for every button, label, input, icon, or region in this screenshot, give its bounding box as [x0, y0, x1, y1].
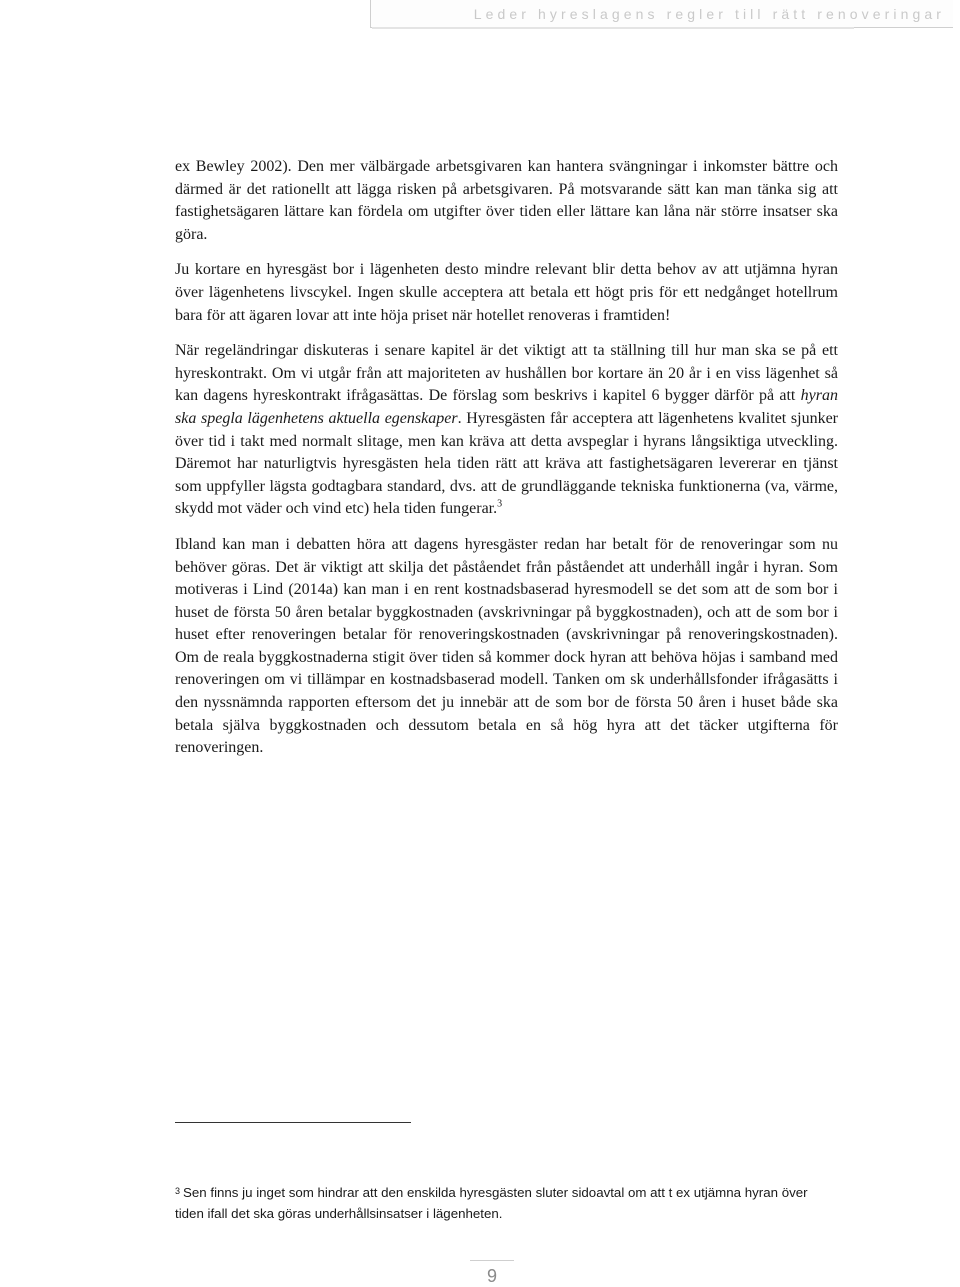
page-number: 9 — [486, 1266, 497, 1286]
paragraph-4: Ibland kan man i debatten höra att dagens hyresgäster redan har betalt för de renoveringar som nu behöver göras. Det är viktigt att skilja det påståendet från påståendet att underhåll ingår i hyran. Som motiveras i Lind (2014a) kan man i en rent kostnadsbaserad hyresmodell se det som att de som bor i huset de första 50 åren betalar byggkostnaden (avskrivningar på byggkostnaden), och att de som bor i huset efter renoveringen betalar för renoveringskostnaden (avskrivningar på renoveringskostnaden). Om de reala byggkostnaderna stigit över tiden så kommer dock hyran att behöva höjas i samband med renoveringen om vi tillämpar en kostnadsbaserad modell. Tanken om sk underhållsfonder ifrågasätts i den nyssnämnda rapporten eftersom det ju innebär att de som bor de första 50 åren i huset både ska betala själva byggkostnaden och dessutom betala en så hög hyra att det täcker utgifterna för renoveringen. — [175, 535, 838, 757]
running-header — [370, 0, 953, 28]
paragraph-1: ex Bewley 2002). Den mer välbärgade arbetsgivaren kan hantera svängningar i inkomster bättre och därmed är det rationellt att lägga risken på arbetsgivaren. På motsvarande sätt kan man tänka sig att fastighetsägaren lättare kan fördela om utgifter över tiden eller lättare kan låna när större insatser ska göra. — [175, 158, 838, 243]
footnote-number: 3 — [175, 1186, 181, 1196]
paragraph-2: Ju kortare en hyresgäst bor i lägenheten desto mindre relevant blir detta behov av att utjämna hyran över lägenhetens livscykel. Ingen skulle acceptera att betala ett högt pris för ett nedgånget hotellrum bara för att ägaren lovar att inte höja priset när hotellet renoveras i framtiden! — [175, 261, 838, 324]
paragraph-3-text-b: . Hyresgästen får acceptera att lägenhetens kvalitet sjunker över tid i takt med normalt slitage, men kan kräva att detta avspeglar i hyrans långsiktiga utveckling. Däremot har naturligtvis hyresgästen hela tiden rätt att kräva att fastighetsägaren levererar en tjänst som uppfyller lägsta godtagbara standard, dvs. att de grundläggande tekniska funktionerna (va, värme, skydd mot väder och vind etc) hela tiden fungerar. — [175, 409, 839, 518]
footnote-separator — [175, 1122, 411, 1123]
paragraph-3-emphasis: hyran ska spegla lägenhetens aktuella egenskaper — [175, 387, 838, 427]
page-number-rule — [470, 1260, 514, 1261]
running-title: Leder hyreslagens regler till rätt renoveringar — [473, 6, 945, 22]
body-text — [175, 156, 838, 773]
header-shadow-rule — [372, 27, 854, 29]
paragraph-3-text-a: När regeländringar diskuteras i senare kapitel är det viktigt att ta ställning till hur man ska se på ett hyreskontrakt. Om vi utgår från att majoriteten av hushållen bor kortare än 20 år i en viss lägenhet så kan dagens hyreskontrakt ifrågasättas. De förslag som beskrivs i kapitel 6 bygger därför på att — [175, 342, 838, 405]
footnote-reference[interactable]: 3 — [497, 498, 503, 510]
footnote-text: Sen finns ju inget som hindrar att den enskilda hyresgästen sluter sidoavtal om att t ex utjämna hyran över tiden ifall det ska göras underhållsinsatser i lägenheten. — [175, 1185, 808, 1221]
footnote — [175, 1181, 815, 1224]
paragraph-3 — [175, 340, 838, 521]
